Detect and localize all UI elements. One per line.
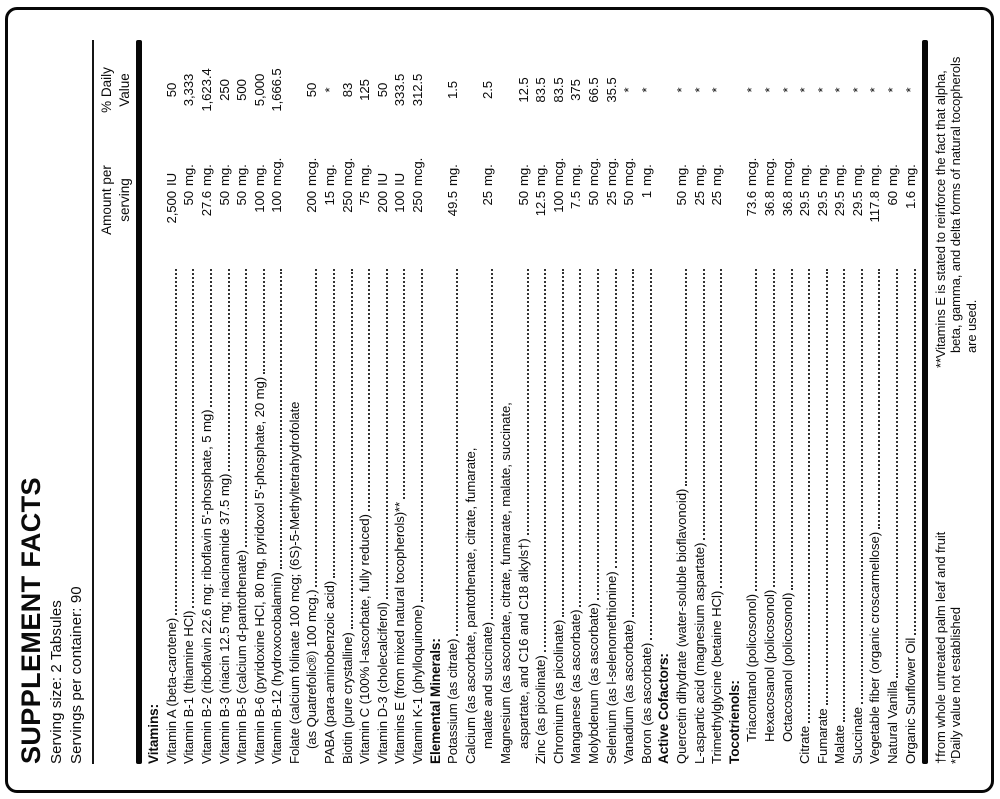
facts-row	[340, 40, 356, 764]
amount-unit: mg.	[691, 164, 707, 186]
amount-value: 100	[269, 191, 285, 213]
dot-leader	[579, 269, 581, 607]
facts-row	[780, 40, 796, 764]
ingredient-name: Vitamin C (100% l-ascorbate, fully reduced)	[357, 514, 373, 764]
amount-unit: mg.	[709, 164, 725, 186]
facts-row	[604, 40, 620, 764]
amount-value: 75	[357, 191, 373, 206]
daily-value-percent: 312.5	[410, 73, 426, 107]
ingredient-name: L-aspartic acid (magnesium aspartate)	[691, 542, 707, 764]
dot-leader	[615, 269, 617, 568]
amount-unit: mg.	[814, 164, 830, 186]
ingredient-name: Vitamins:	[146, 703, 162, 764]
ingredient-name: Organic Sunflower Oil	[902, 637, 918, 764]
facts-row	[656, 40, 672, 764]
label-panel	[5, 7, 994, 793]
daily-value-percent: 1.5	[445, 80, 461, 100]
dot-leader	[843, 269, 845, 722]
amount-unit: mg.	[198, 164, 214, 186]
amount-unit: mg.	[832, 164, 848, 186]
amount-unit: mcg.	[550, 157, 566, 186]
amount-value: 50	[515, 191, 531, 206]
amount-value: 250	[410, 191, 426, 213]
dot-leader	[632, 269, 634, 617]
amount-unit: mcg.	[410, 157, 426, 186]
daily-value-percent: *	[814, 87, 830, 93]
dot-leader	[861, 269, 863, 704]
ingredient-name: Citrate	[797, 725, 813, 764]
dot-leader	[685, 269, 687, 486]
ingredient-name: PABA (para-aminobenzoic acid)	[322, 580, 338, 764]
amount-value: 100	[392, 191, 408, 213]
facts-row	[832, 40, 848, 764]
amount-value: 50	[585, 191, 601, 206]
dot-leader	[403, 269, 405, 499]
ingredient-name: Active Cofactors:	[656, 653, 672, 764]
amount-value: 7.5	[568, 191, 584, 210]
dot-leader	[527, 269, 529, 535]
facts-row	[234, 40, 250, 764]
footnote-palm: †from whole untreated palm leaf and fruit	[933, 531, 949, 764]
facts-row	[445, 40, 461, 764]
amount-value: 36.8	[761, 191, 777, 217]
facts-row	[146, 40, 162, 764]
ingredient-name: aspartate, and C16 and C18 alkyls†)	[515, 538, 531, 749]
amount-value: 29.5	[832, 191, 848, 217]
ingredient-name: (as Quatrefolic®) 100 mcg.)	[304, 589, 320, 749]
facts-row	[867, 40, 883, 764]
amount-value: 1.6	[902, 191, 918, 210]
ingredient-name: Trimethylglycine (betaine HCl)	[709, 590, 725, 764]
amount-value: 50	[216, 191, 232, 206]
facts-row	[903, 40, 919, 764]
amount-unit: mcg.	[621, 157, 637, 186]
amount-value: 73.6	[744, 191, 760, 217]
facts-row	[392, 40, 408, 764]
daily-value-percent: 500	[234, 79, 250, 101]
amount-value: 100	[251, 191, 267, 213]
dot-leader	[315, 269, 317, 587]
dot-leader	[597, 269, 599, 600]
dot-leader	[896, 269, 898, 678]
amount-unit: mg.	[849, 164, 865, 186]
daily-value-percent: 333.5	[392, 73, 408, 107]
daily-value-percent: *	[849, 87, 865, 93]
dot-leader	[456, 269, 458, 636]
daily-value-column-header	[98, 40, 133, 140]
amount-unit: mg.	[515, 164, 531, 186]
ingredient-name: Malate	[832, 725, 848, 764]
facts-row	[727, 40, 743, 764]
column-headers	[94, 40, 136, 764]
dot-leader	[368, 269, 370, 511]
amount-value: 36.8	[779, 191, 795, 217]
daily-value-percent: 50	[163, 82, 179, 98]
facts-row	[428, 40, 444, 764]
amount-value: 60	[885, 191, 901, 206]
amount-unit: mg.	[638, 164, 654, 186]
daily-value-percent: 83	[339, 82, 355, 98]
daily-value-percent: 83.5	[550, 77, 566, 103]
facts-row	[322, 40, 338, 764]
amount-unit: mg.	[885, 164, 901, 186]
amount-value: 25	[603, 191, 619, 206]
facts-row	[815, 40, 831, 764]
daily-value-percent: 83.5	[533, 77, 549, 103]
dot-leader	[491, 269, 493, 619]
dot-leader	[755, 269, 757, 591]
daily-value-percent: 12.5	[515, 77, 531, 103]
footnote-daily-value: *Daily value not established	[948, 607, 964, 764]
amount-unit: mcg.	[339, 157, 355, 186]
ingredient-name: Vitamin A (beta-carotene)	[163, 617, 179, 764]
daily-value-percent: 1,666.5	[269, 68, 285, 112]
amount-unit: mcg.	[744, 157, 760, 186]
amount-value: 1	[638, 191, 654, 199]
facts-row	[692, 40, 708, 764]
ingredient-name: Vanadium (as ascorbate)	[621, 619, 637, 764]
dot-leader	[175, 269, 177, 615]
ingredient-name: Calcium (as ascorbate, pantothenate, citrate, fumarate,	[462, 447, 478, 764]
dot-leader	[562, 269, 564, 617]
ingredient-name: Vitamin B-2 (riboflavin 22.6 mg: riboflavin 5'-phosphate, 5 mg)	[198, 409, 214, 764]
daily-value-percent: 2.5	[480, 80, 496, 100]
ingredient-name: Molybdenum (as ascorbate)	[585, 603, 601, 764]
facts-row	[463, 40, 479, 764]
facts-row	[762, 40, 778, 764]
ingredient-name: Potassium (as citrate)	[445, 638, 461, 764]
amount-unit: mg.	[568, 164, 584, 186]
footnotes-left	[933, 392, 979, 764]
dot-leader	[773, 269, 775, 587]
daily-value-percent: 250	[216, 79, 232, 101]
amount-value: 15	[322, 191, 338, 206]
ingredient-name: Succinate	[849, 706, 865, 764]
facts-row	[498, 40, 514, 764]
amount-value: 50	[234, 191, 250, 206]
ingredient-name: Manganese (as ascorbate)	[568, 609, 584, 764]
ingredient-name: Natural Vanilla	[885, 680, 901, 764]
amount-unit: mg.	[251, 164, 267, 186]
amount-value: 50	[181, 191, 197, 206]
ingredient-name: Octacosanol (policosonol)	[779, 592, 795, 742]
daily-value-percent: 1,623.4	[198, 68, 214, 112]
daily-value-percent: 5,000	[251, 73, 267, 107]
footnotes	[928, 40, 979, 764]
ingredient-name: Magnesium (as ascorbate, citrate, fumarate, malate, succinate,	[498, 402, 514, 764]
daily-value-percent: *	[673, 87, 689, 93]
daily-value-percent: 50	[304, 82, 320, 98]
amount-value: 12.5	[533, 191, 549, 217]
daily-value-percent: *	[885, 87, 901, 93]
ingredient-name: Fumarate	[814, 708, 830, 764]
amount-value: 29.5	[814, 191, 830, 217]
ingredient-name: Biotin (pure crystalline)	[339, 632, 355, 764]
dot-leader	[245, 269, 247, 547]
dot-leader	[703, 269, 705, 540]
facts-row	[516, 40, 532, 764]
amount-value: 50	[673, 191, 689, 206]
ingredient-name: Chromium (as picolinate)	[550, 619, 566, 764]
facts-row	[287, 40, 303, 764]
dot-leader	[228, 269, 230, 471]
daily-value-percent: *	[797, 87, 813, 93]
facts-row	[551, 40, 567, 764]
amount-value: 2,500	[163, 191, 179, 224]
facts-row	[674, 40, 690, 764]
amount-unit: IU	[374, 173, 390, 186]
facts-row	[375, 40, 391, 764]
dot-leader	[650, 269, 652, 640]
ingredient-name: Vitamin B-12 (hydroxocobalamin)	[269, 572, 285, 764]
dv-header-line2: Value	[116, 73, 132, 107]
serving-size-text: Serving size: 2 Tabsules	[48, 600, 66, 764]
daily-value-percent: *	[744, 87, 760, 93]
amount-header-line2: serving	[116, 178, 132, 222]
amount-unit: mg.	[234, 164, 250, 186]
ingredient-name: Vitamin D-3 (cholecalciferol)	[374, 602, 390, 764]
amount-value: 100	[550, 191, 566, 213]
dot-leader	[192, 269, 194, 608]
facts-row	[410, 40, 426, 764]
facts-row	[639, 40, 655, 764]
dot-leader	[210, 269, 212, 407]
amount-unit: IU	[392, 173, 408, 186]
footnote-vitamin-e: **Vitamins E is stated to reinforce the fact that alpha, beta, gamma, and delta forms of natural tocopherols are used.	[933, 56, 979, 368]
amount-unit: mg.	[902, 164, 918, 186]
dot-leader	[386, 269, 388, 599]
dot-leader	[720, 269, 722, 588]
facts-row	[217, 40, 233, 764]
ingredient-name: Vitamin K-1 (phylloquinone)	[410, 604, 426, 764]
dot-leader	[333, 269, 335, 578]
amount-column-header	[98, 140, 133, 260]
amount-unit: mg.	[322, 164, 338, 186]
amount-value: 27.6	[198, 191, 214, 217]
servings-per-container-text: Servings per container: 90	[67, 586, 85, 764]
amount-unit: mg.	[357, 164, 373, 186]
dot-leader	[791, 269, 793, 590]
dot-leader	[351, 269, 353, 629]
amount-value: 49.5	[445, 191, 461, 217]
facts-row	[357, 40, 373, 764]
facts-row	[621, 40, 637, 764]
ingredient-name: Folate (calcium folinate 100 mcg; (6S)-5-Methyltetrahydrofolate	[286, 401, 302, 764]
amount-value: 50	[621, 191, 637, 206]
amount-unit: mcg.	[603, 157, 619, 186]
ingredient-name: Quercetin dihydrate (water-soluble bioflavonoid)	[673, 488, 689, 764]
ingredient-name: Boron (as ascorbate)	[638, 642, 654, 764]
amount-unit: mg.	[445, 164, 461, 186]
amount-header-line1: Amount per	[99, 165, 115, 235]
amount-unit: mg.	[181, 164, 197, 186]
dot-leader	[544, 269, 546, 652]
label-header	[16, 40, 86, 764]
amount-unit: mg.	[867, 164, 883, 186]
daily-value-percent: *	[322, 87, 338, 93]
ingredient-name: Elemental Minerals:	[427, 638, 443, 764]
facts-row	[744, 40, 760, 764]
amount-unit: mcg.	[761, 157, 777, 186]
ingredient-name: Hexacosanol (policosonol)	[761, 589, 777, 742]
amount-unit: mg.	[216, 164, 232, 186]
daily-value-percent: 66.5	[585, 77, 601, 103]
daily-value-percent: 3,333	[181, 73, 197, 107]
ingredient-name: Vitamin B-1 (thiamine HCl)	[181, 610, 197, 764]
dot-leader	[914, 269, 916, 635]
daily-value-percent: *	[832, 87, 848, 93]
ingredient-name: Vitamin B-6 (pyridoxine HCl, 80 mg, pyridoxol 5'-phosphate, 20 mg)	[251, 376, 267, 764]
amount-value: 200	[304, 191, 320, 213]
facts-row	[797, 40, 813, 764]
amount-value: 25	[691, 191, 707, 206]
dot-leader	[878, 269, 880, 529]
ingredient-name: Zinc (as picolinate)	[533, 655, 549, 764]
ingredient-name: Triacontanol (policosonol)	[744, 594, 760, 742]
dv-header-line1: % Daily	[99, 67, 115, 113]
ingredient-name: Tocotrienols:	[726, 680, 742, 764]
daily-value-percent: *	[621, 87, 637, 93]
facts-row	[850, 40, 866, 764]
facts-row	[252, 40, 268, 764]
daily-value-percent: 125	[357, 79, 373, 101]
dot-leader	[808, 269, 810, 723]
daily-value-percent: *	[779, 87, 795, 93]
daily-value-percent: *	[691, 87, 707, 93]
facts-row	[480, 40, 496, 764]
facts-row	[709, 40, 725, 764]
amount-unit: mcg.	[269, 157, 285, 186]
facts-row	[181, 40, 197, 764]
amount-value: 200	[374, 191, 390, 213]
amount-unit: mg.	[533, 164, 549, 186]
amount-unit: mcg.	[304, 157, 320, 186]
facts-row	[304, 40, 320, 764]
ingredient-name: Selenium (as l-selenomethionine)	[603, 571, 619, 764]
ingredient-name: Vitamin B-5 (calcium d-pantothenate)	[234, 550, 250, 764]
amount-unit: mcg.	[585, 157, 601, 186]
page-title: SUPPLEMENT FACTS	[16, 477, 46, 764]
amount-value: 25	[709, 191, 725, 206]
facts-row	[533, 40, 549, 764]
daily-value-percent: *	[902, 87, 918, 93]
facts-row	[568, 40, 584, 764]
amount-unit: mg.	[480, 164, 496, 186]
facts-row	[885, 40, 901, 764]
facts-row	[586, 40, 602, 764]
ingredient-name: Vitamins E (from mixed natural tocopherols)**	[392, 501, 408, 764]
daily-value-percent: 50	[374, 82, 390, 98]
dot-leader	[280, 269, 282, 569]
amount-unit: mg.	[673, 164, 689, 186]
ingredient-name: Vegetable fiber (organic croscarmellose)	[867, 531, 883, 764]
facts-rows	[142, 40, 922, 764]
ingredient-name: malate and succinate)	[480, 622, 496, 749]
dot-leader	[421, 269, 423, 602]
amount-unit: mg.	[797, 164, 813, 186]
daily-value-percent: *	[761, 87, 777, 93]
amount-value: 25	[480, 191, 496, 206]
amount-unit: mcg.	[779, 157, 795, 186]
facts-row	[269, 40, 285, 764]
facts-row	[199, 40, 215, 764]
daily-value-percent: 35.5	[603, 77, 619, 103]
dot-leader	[263, 269, 265, 374]
dot-leader	[826, 269, 828, 705]
amount-unit: IU	[163, 173, 179, 186]
daily-value-percent: *	[867, 87, 883, 93]
daily-value-percent: *	[638, 87, 654, 93]
amount-value: 29.5	[797, 191, 813, 217]
ingredient-name: Vitamin B-3 (niacin 12.5 mg; niacinamide 37.5 mg)	[216, 473, 232, 764]
amount-value: 29.5	[849, 191, 865, 217]
facts-row	[164, 40, 180, 764]
daily-value-percent: 375	[568, 79, 584, 101]
daily-value-percent: *	[709, 87, 725, 93]
amount-value: 117.8	[867, 191, 883, 223]
amount-value: 250	[339, 191, 355, 213]
